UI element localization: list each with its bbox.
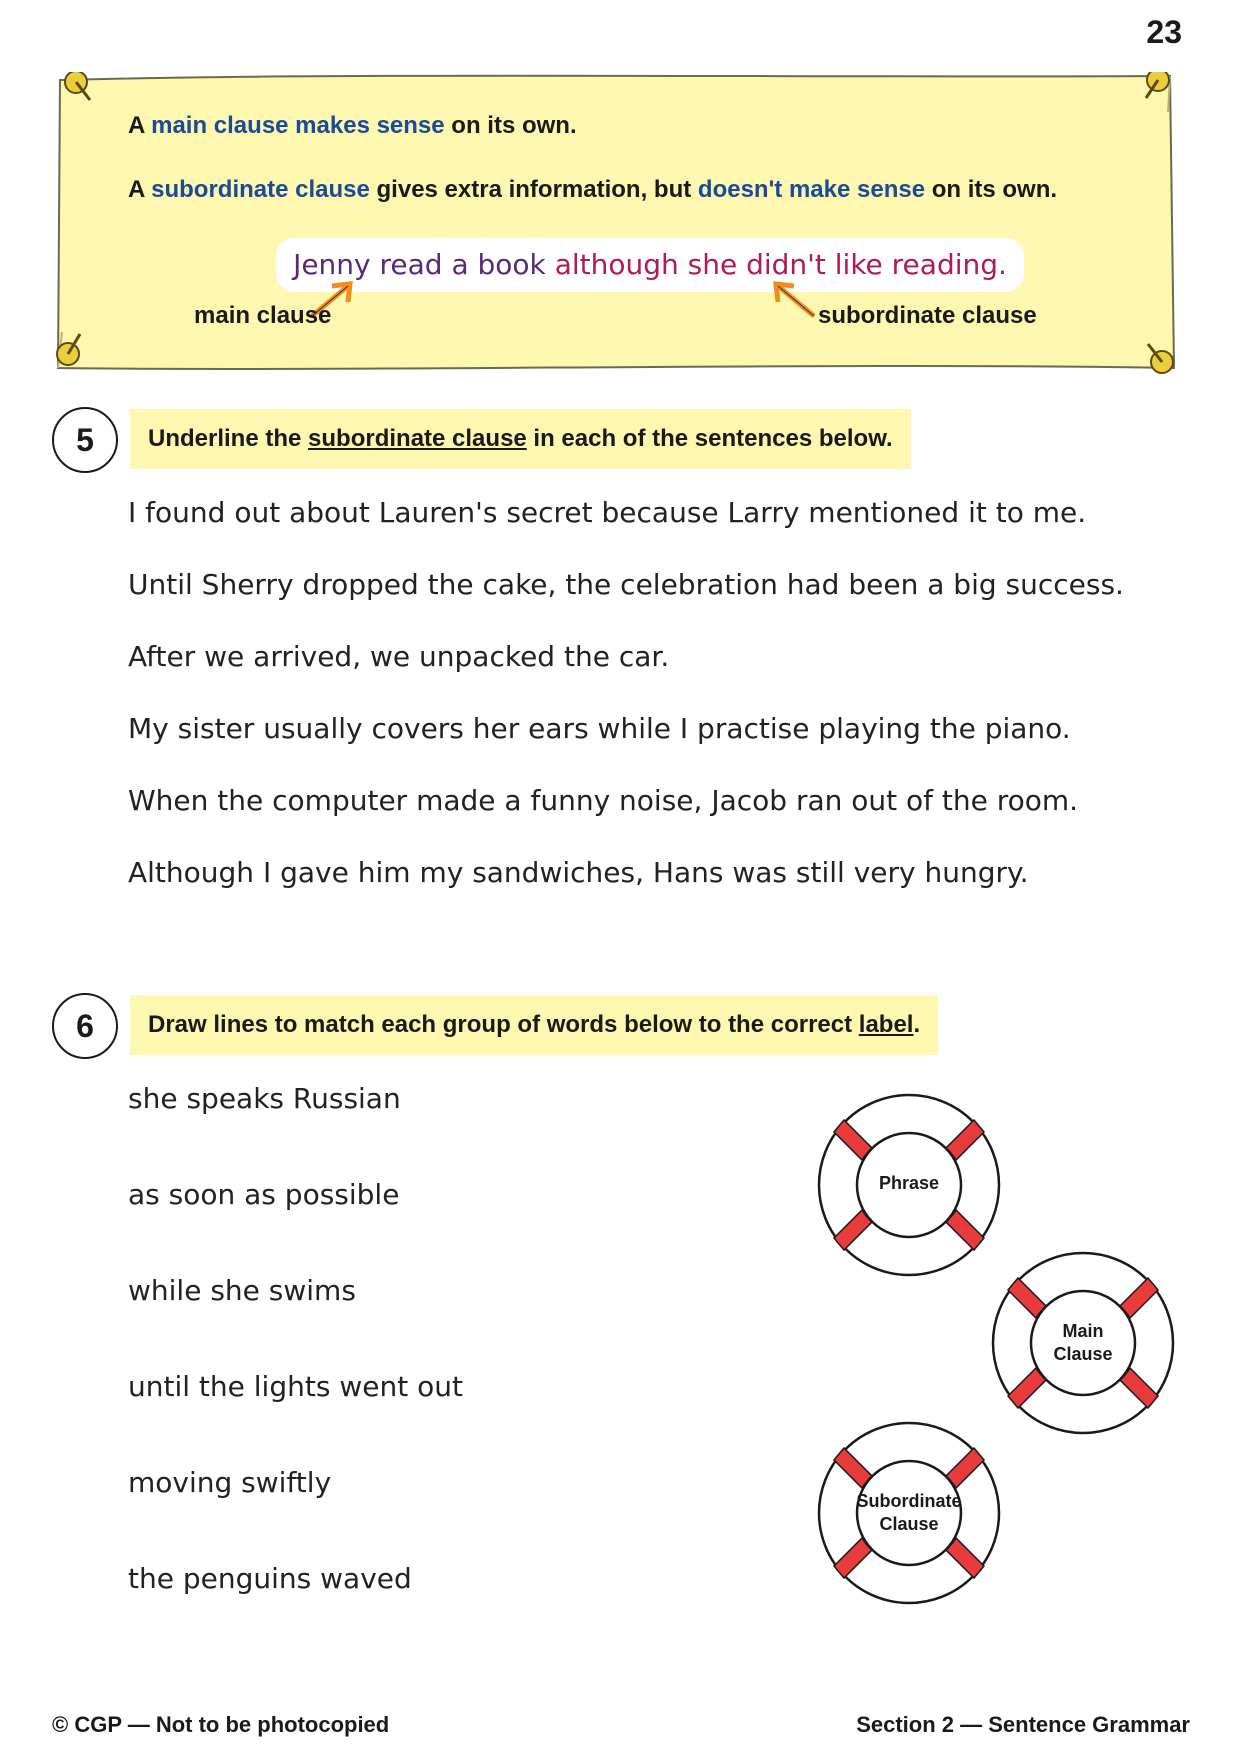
info-scroll (50, 72, 1180, 377)
phrase-item-2[interactable]: as soon as possible (128, 1178, 400, 1211)
sentence-3[interactable]: After we arrived, we unpacked the car. (128, 640, 670, 673)
sentence-2[interactable]: Until Sherry dropped the cake, the celebration had been a big success. (128, 568, 1124, 601)
subordinate-clause-label: subordinate clause (818, 302, 1037, 329)
question-number-6: 6 (52, 993, 118, 1059)
main-clause-definition: A main clause makes sense on its own. (128, 112, 577, 139)
phrase-item-6[interactable]: the penguins waved (128, 1562, 412, 1595)
phrase-item-4[interactable]: until the lights went out (128, 1370, 463, 1403)
main-clause-label: main clause (194, 302, 332, 329)
label-main-clause[interactable]: Main Clause (1053, 1321, 1113, 1364)
question-number-5: 5 (52, 407, 118, 473)
sentence-1[interactable]: I found out about Lauren's secret because Larry mentioned it to me. (128, 496, 1087, 529)
phrase-item-3[interactable]: while she swims (128, 1274, 356, 1307)
page-number: 23 (1146, 14, 1182, 50)
example-main-clause: Jenny read a book (293, 248, 555, 281)
arrow-icon (768, 280, 818, 320)
label-subordinate-clause[interactable]: Subordinate Clause (856, 1491, 962, 1534)
footer-copyright: © CGP — Not to be photocopied (52, 1712, 390, 1737)
footer-section: Section 2 — Sentence Grammar (856, 1712, 1190, 1737)
question-5-instruction: Underline the subordinate clause in each of the sentences below. (130, 409, 911, 469)
example-subordinate-clause: although she didn't like reading. (554, 248, 1007, 281)
question-6-instruction: Draw lines to match each group of words below to the correct label. (130, 995, 938, 1055)
sentence-6[interactable]: Although I gave him my sandwiches, Hans was still very hungry. (128, 856, 1029, 889)
example-sentence (276, 238, 1024, 292)
phrase-item-5[interactable]: moving swiftly (128, 1466, 332, 1499)
sentence-5[interactable]: When the computer made a funny noise, Jacob ran out of the room. (128, 784, 1079, 817)
label-phrase[interactable]: Phrase (878, 1173, 940, 1193)
sentence-4[interactable]: My sister usually covers her ears while I practise playing the piano. (128, 712, 1071, 745)
phrase-item-1[interactable]: she speaks Russian (128, 1082, 401, 1115)
subordinate-clause-definition: A subordinate clause gives extra information, but doesn't make sense on its own. (128, 176, 1058, 203)
